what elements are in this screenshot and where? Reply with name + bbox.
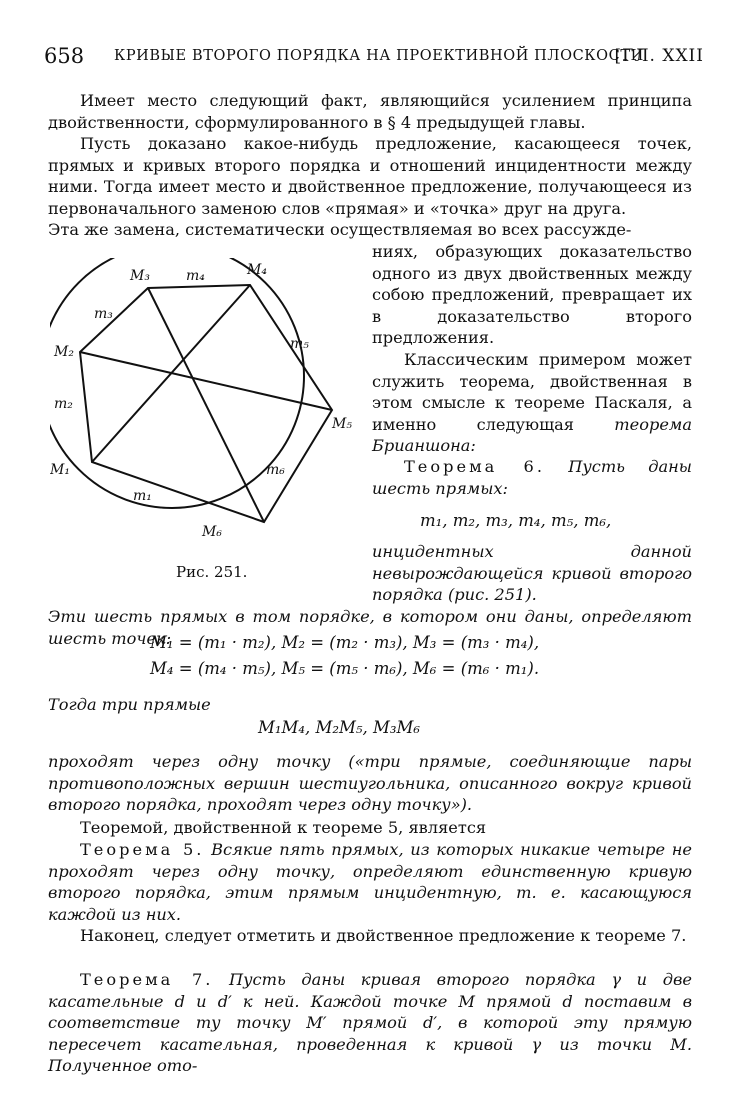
label-M6: M₆ — [202, 524, 222, 540]
diagonal-M2M5 — [80, 352, 332, 410]
paragraph-3-first-line: Эта же замена, систематически осуществляемая во всех рассужде- — [48, 220, 632, 239]
paragraph-4 — [372, 349, 692, 457]
theorem-5-statement — [48, 839, 692, 925]
theorem-6-label: Теорема 6. — [404, 457, 545, 476]
figure-caption: Рис. 251. — [176, 563, 248, 581]
paragraph-1: Имеет место следующий факт, являющийся усилением принципа двойственности, сформулированного в § 4 предыдущей главы. — [48, 91, 692, 132]
paragraph-4-text: Классическим примером может служить теорема, двойственная в этом смысле к теореме Паскаля, а именно следующая — [372, 350, 692, 434]
theorem-5-label: Теорема 5. — [80, 840, 205, 859]
label-m2: m₂ — [54, 396, 73, 412]
formula-row-2: M₄ = (m₄ · m₅), M₅ = (m₅ · m₆), M₆ = (m₆ · m₁). — [150, 659, 540, 678]
formula-row-1: M₁ = (m₁ · m₂), M₂ = (m₂ · m₃), M₃ = (m₃ · m₄), — [150, 633, 540, 652]
label-m5: m₅ — [290, 336, 309, 352]
running-header — [44, 44, 704, 74]
label-M5: M₅ — [332, 416, 352, 432]
theorem-6-continuation-2: Эти шесть прямых в том порядке, в котором они даны, определяют шесть точек: — [48, 607, 692, 648]
lines-list: m₁, m₂, m₃, m₄, m₅, m₆, — [420, 511, 612, 530]
theorem-6-continuation-1: инцидентных данной невырождающейся кривой второго порядка (рис. 251). — [372, 542, 692, 604]
theorem-6-then: Тогда три прямые — [48, 695, 211, 714]
theorem-6-conclusion: проходят через одну точку («три прямые, соединяющие пары противоположных вершин шестиугольника, описанного вокруг кривой второго порядка, проходят через одну точку»). — [48, 752, 692, 814]
running-title: КРИВЫЕ ВТОРОГО ПОРЯДКА НА ПРОЕКТИВНОЙ ПЛОСКОСТИ — [114, 48, 644, 64]
label-M1: M₁ — [50, 462, 70, 478]
theorem-7-label: Теорема 7. — [80, 970, 214, 989]
label-m1: m₁ — [133, 488, 152, 504]
label-m3: m₃ — [94, 306, 113, 322]
theorem-7-statement — [48, 969, 692, 1077]
paragraph-dual: Теоремой, двойственной к теореме 5, является — [80, 818, 487, 837]
label-m6: m₆ — [266, 462, 285, 478]
theorem-5-text: Всякие пять прямых, из которых никакие четыре не проходят через одну точку, определяют единственную кривую второго порядка, этим прямым инцидентную, т. е. касающуюся каждой из них. — [48, 840, 692, 924]
label-M2: M₂ — [54, 344, 74, 360]
three-lines: M₁M₄, M₂M₅, M₃M₆ — [258, 718, 421, 737]
paragraph-3-rest: ниях, образующих доказательство одного из двух двойственных между собою предложений, превращает их в доказательство второго предложения. — [372, 242, 692, 347]
theorem-6-text: Пусть даны шесть прямых: — [372, 457, 692, 498]
paragraph-final: Наконец, следует отметить и двойственное предложение к теореме 7. — [80, 926, 687, 945]
brianchon-theorem-name: теорема Брианшона: — [372, 414, 692, 455]
label-m4: m₄ — [186, 268, 205, 284]
label-M4: M₄ — [247, 262, 267, 278]
paragraph-2: Пусть доказано какое-нибудь предложение, касающееся точек, прямых и кривых второго порядка и отношений инцидентности между ними. Тогда имеет место и двойственное предложение, получающееся из первоначального заменою слов «прямая» и «точка» друг на друга. — [48, 134, 692, 218]
page-number: 658 — [44, 44, 85, 68]
figure-251 — [50, 258, 360, 548]
theorem-7-text: Пусть даны кривая второго порядка γ и две касательные d и d′ к ней. Каждой точке M прямой d поставим в соответствие ту точку M′ прямой d′, в которой эту прямую пересечет касательная, проведенная к кривой γ из точки M. Полученное ото- — [48, 970, 692, 1075]
chapter-label: [ГЛ. XXII — [614, 46, 704, 66]
label-M3: M₃ — [130, 268, 150, 284]
theorem-6-statement — [372, 456, 692, 499]
